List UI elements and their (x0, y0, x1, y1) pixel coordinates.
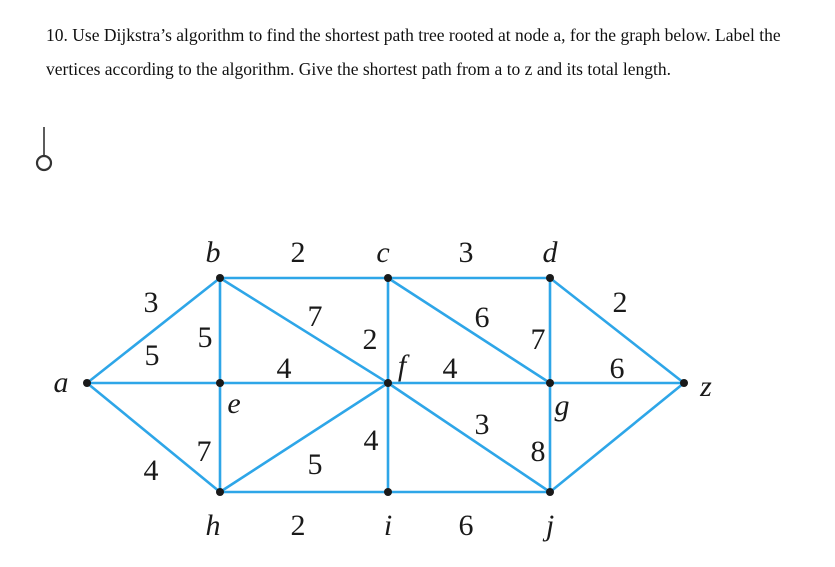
edge-weight-e-h: 7 (196, 435, 212, 468)
edge-weight-i-j: 6 (458, 509, 474, 542)
edge-weight-c-g: 6 (474, 301, 490, 334)
edge-weight-e-f: 4 (276, 352, 292, 385)
edge-f-j (388, 383, 550, 492)
edge-weight-f-j: 3 (474, 408, 490, 441)
edge-weight-c-d: 3 (458, 236, 474, 269)
node-d (546, 274, 554, 282)
node-f (384, 379, 392, 387)
vertex-label-b: b (205, 236, 221, 269)
vertex-label-f: f (397, 349, 407, 382)
question-text: 10. Use Dijkstra’s algorithm to find the shortest path tree rooted at node a, for the graph below. Label the vertices according to the algorithm. Give the shortest path from a to z and its total length. (46, 25, 781, 79)
edge-weight-c-f: 2 (362, 323, 378, 356)
edge-weight-f-g: 4 (442, 352, 458, 385)
edge-weight-g-j: 8 (530, 435, 546, 468)
node-h (216, 488, 224, 496)
node-b (216, 274, 224, 282)
edge-weight-d-z: 2 (612, 286, 628, 319)
vertex-label-g: g (554, 389, 570, 422)
node-i (384, 488, 392, 496)
vertex-label-c: c (376, 236, 390, 269)
node-c (384, 274, 392, 282)
node-e (216, 379, 224, 387)
edge-weight-f-h: 5 (307, 448, 323, 481)
vertex-label-i: i (383, 509, 393, 542)
node-z (680, 379, 688, 387)
edge-weight-g-z: 6 (609, 352, 625, 385)
edge-weight-b-e: 5 (197, 321, 213, 354)
node-a (83, 379, 91, 387)
edge-weight-b-c: 2 (290, 236, 306, 269)
edge-weight-a-b: 3 (143, 286, 159, 319)
edge-j-z (550, 383, 684, 492)
edge-weight-d-g: 7 (530, 323, 546, 356)
vertex-label-j: j (545, 509, 555, 542)
vertex-label-z: z (700, 370, 712, 403)
edge-weight-a-h: 4 (143, 454, 159, 487)
edge-weight-b-f: 7 (307, 300, 323, 333)
vertex-label-a: a (53, 366, 69, 399)
vertex-label-h: h (205, 509, 221, 542)
edge-weight-h-i: 2 (290, 509, 306, 542)
node-g (546, 379, 554, 387)
edge-weight-a-e: 5 (144, 339, 160, 372)
node-j (546, 488, 554, 496)
edge-weight-f-i: 4 (363, 424, 379, 457)
edge-c-g (388, 278, 550, 383)
vertex-label-d: d (542, 236, 558, 269)
vertex-label-e: e (227, 387, 241, 420)
